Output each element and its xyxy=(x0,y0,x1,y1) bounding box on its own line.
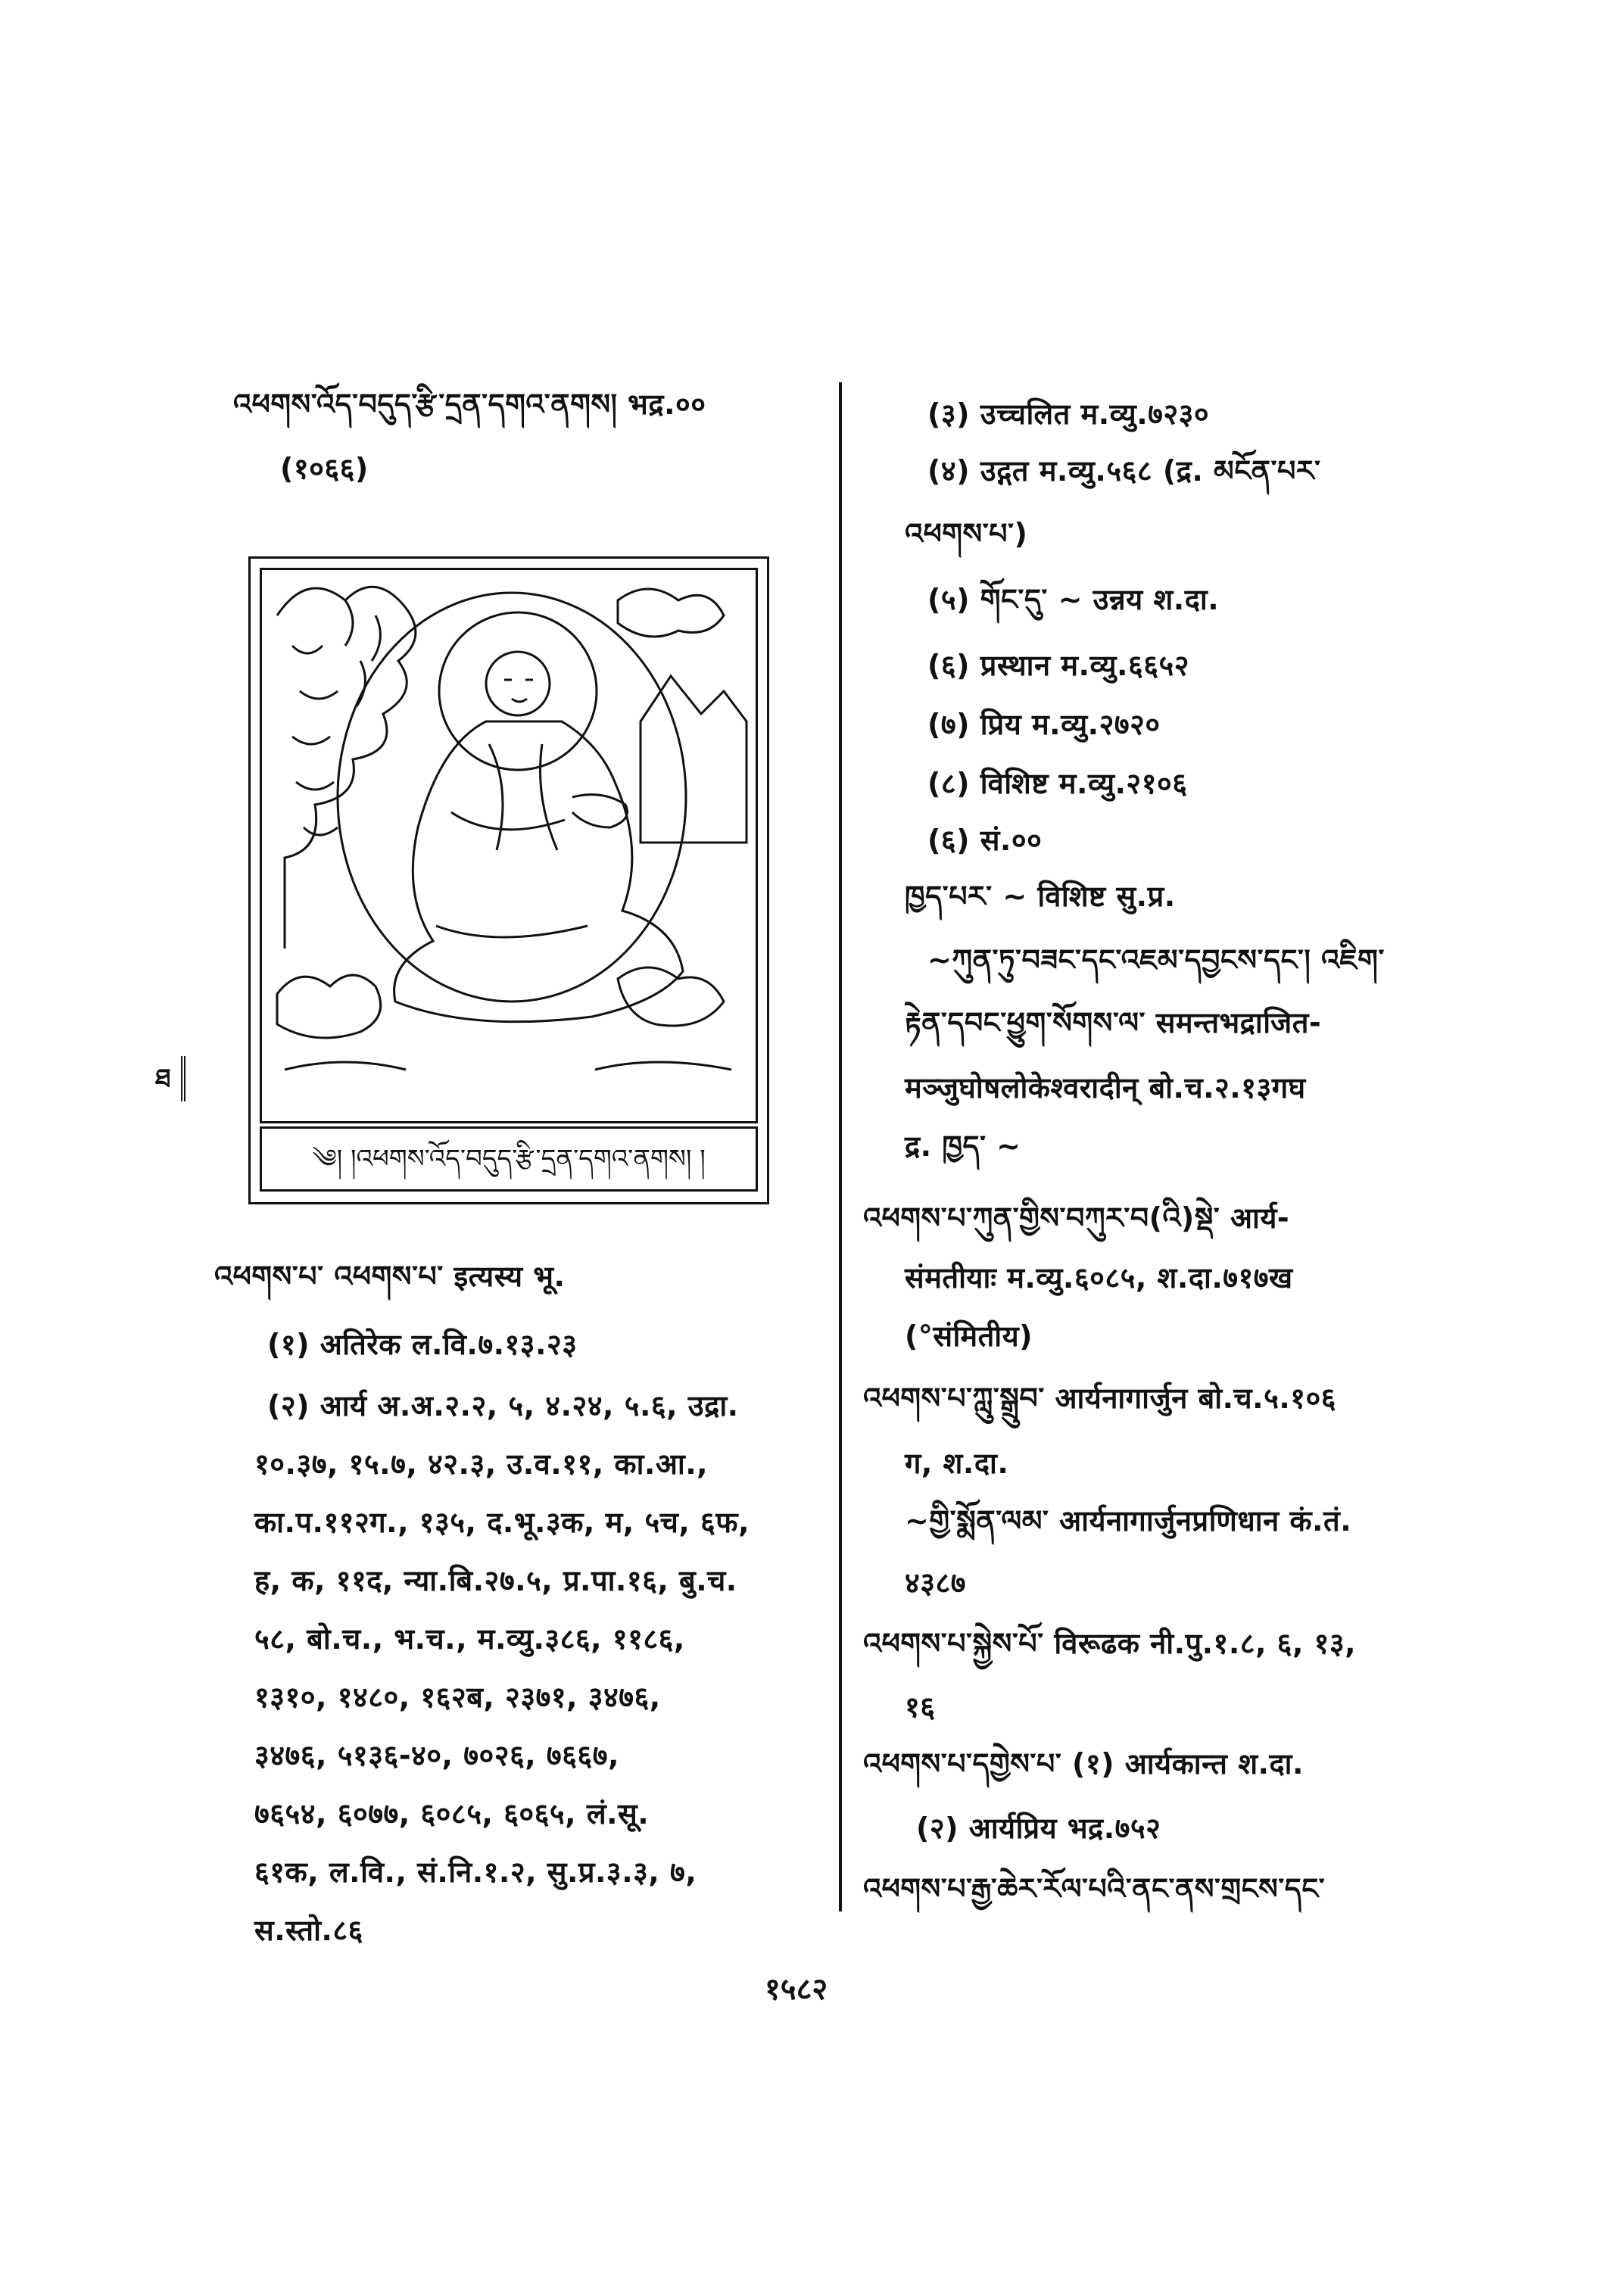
halo-ring xyxy=(338,593,686,1002)
monk-head xyxy=(486,652,550,715)
right-line-17: འཕགས་པ་ཀླུ་སྒྲུབ་ आर्यनागार्जुन बो.च.५.१०६ xyxy=(863,1382,1337,1415)
right-line-14: འཕགས་པ་ཀུན་གྱིས་བཀུར་བ(འི)སྡེ་ आर्य- xyxy=(863,1201,1290,1235)
right-line-24: (२) आर्यप्रिय भद्र.७५२ xyxy=(916,1812,1161,1845)
head-halo xyxy=(439,612,597,770)
seated-monk-illustration xyxy=(262,570,756,1121)
right-line-9: ཁྱད་པར་ ~ विशिष्ट सु.प्र. xyxy=(905,880,1176,913)
right-line-25: འཕགས་པ་རྒྱ་ཆེར་རོལ་པའི་ནང་ནས་གྲངས་དང་ xyxy=(863,1872,1326,1905)
right-line-5: (६) प्रस्थान म.व्यु.६६५२ xyxy=(927,649,1189,682)
left-line-4: १०.३७, १५.७, ४२.३, उ.व.११, का.आ., xyxy=(254,1447,709,1481)
tree-left xyxy=(277,587,416,949)
left-line-12: स.स्तो.८६ xyxy=(254,1914,363,1947)
right-line-19: ~གྱི་སྨོན་ལམ་ आर्यनागार्जुनप्रणिधान कं.तं. xyxy=(905,1504,1352,1537)
left-line-11: ६१क, ल.वि., सं.नि.१.२, सु.प्र.३.३, ७, xyxy=(254,1855,697,1889)
entry-number: (१०६६) xyxy=(280,452,369,485)
right-line-12: मञ्जुघोषलोकेश्वरादीन् बो.च.२.१३गघ xyxy=(905,1071,1306,1104)
rocks xyxy=(277,975,381,1038)
right-line-15: संमतीयाः म.व्यु.६०८५, श.दा.७१७ख xyxy=(905,1261,1293,1294)
left-line-10: ७६५४, ६०७७, ६०८५, ६०६५, लं.सू. xyxy=(254,1797,650,1830)
left-line-8: १३१०, १४८०, १६२ब, २३७१, ३४७६, xyxy=(254,1681,661,1714)
monk-hand xyxy=(572,795,628,827)
right-line-7: (८) विशिष्ट म.व्यु.२१०६ xyxy=(927,767,1188,800)
left-line-3: (२) आर्य अ.अ.२.२, ५, ४.२४, ५.६, उद्रा. xyxy=(267,1389,739,1422)
right-line-11: རྟེན་དབང་ཕྱུག་སོགས་ལ་ समन्तभद्राजित- xyxy=(905,1006,1322,1039)
right-line-21: འཕགས་པ་སྐྱེས་པོ་ विरूढक नी.पु.१.८, ६, १३, xyxy=(863,1627,1357,1660)
right-line-13: द्र. ཁྱད་ ~ xyxy=(905,1129,1021,1163)
left-line-9: ३४७६, ५१३६-४०, ७०२६, ७६६७, xyxy=(254,1739,619,1772)
clouds xyxy=(618,589,724,637)
right-line-1: (३) उच्चलित म.व्यु.७२३० xyxy=(927,397,1210,431)
right-line-3: འཕགས་པ་) xyxy=(905,517,1028,550)
woodcut-plate xyxy=(248,556,769,1204)
left-line-5: का.प.११२ग., १३५, द.भू.३क, म, ५च, ६फ, xyxy=(254,1506,750,1539)
right-line-10: ~ཀུན་ཏུ་བཟང་དང་འཇམ་དབྱངས་དང་། འཇིག་ xyxy=(927,943,1385,977)
left-line-6: ह, क, ११द, न्या.बि.२७.५, प्र.पा.१६, बु.च. xyxy=(254,1564,737,1597)
mountains xyxy=(641,676,747,843)
left-line-1: འཕགས་པ་ འཕགས་པ་ इत्यस्य भू. xyxy=(214,1260,566,1293)
right-line-8: (६) सं.०० xyxy=(927,824,1043,857)
plate-illustration xyxy=(260,568,758,1123)
right-line-6: (७) प्रिय म.व्यु.२७२० xyxy=(927,708,1161,741)
left-line-2: (१) अतिरेक ल.वि.७.१३.२३ xyxy=(267,1328,578,1361)
column-divider xyxy=(839,382,842,1911)
right-line-23: འཕགས་པ་དགྱེས་པ་ (१) आर्यकान्त श.दा. xyxy=(863,1747,1304,1781)
right-line-22: १६ xyxy=(905,1690,936,1724)
right-line-2: (४) उद्गत म.व्यु.५६८ (द्र. མངོན་པར་ xyxy=(927,454,1321,488)
page-number: १५८२ xyxy=(765,1972,828,2007)
right-line-4: (५) གོང་དུ་ ~ उन्नय श.दा. xyxy=(927,583,1220,616)
right-line-20: ४३८७ xyxy=(905,1566,967,1600)
left-line-7: ५८, बो.च., भ.च., म.व्यु.३८६, ११८६, xyxy=(254,1622,685,1656)
plate-caption: ༄། །འཕགས་འོད་བདུད་རྩི་དྲན་དགའ་ནགས། ། xyxy=(260,1126,758,1192)
entry-heading: འཕགས་འོད་བདུད་རྩི་དྲན་དགའ་ནགས། भद्र.०० xyxy=(233,388,706,421)
right-line-16: (°संमितीय) xyxy=(905,1319,1033,1353)
right-line-18: ग, श.दा. xyxy=(905,1447,1009,1480)
side-margin-mark: ཐ xyxy=(155,1056,185,1101)
